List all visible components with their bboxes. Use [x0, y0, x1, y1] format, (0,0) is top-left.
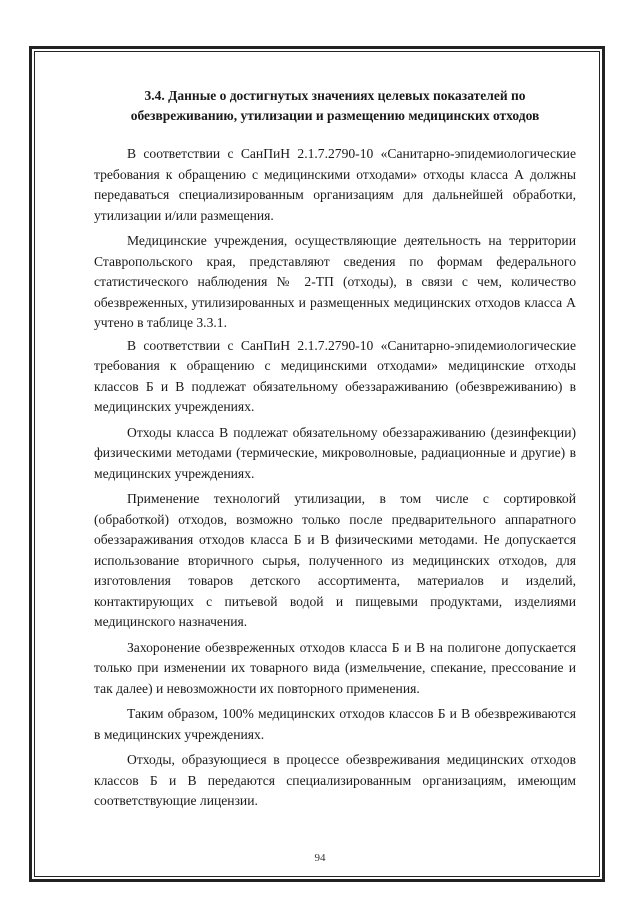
paragraph: Отходы класса В подлежат обязательному обеззараживанию (дезинфекции) физическими методами (термические, микроволновые, радиационные и другие) в медицинских учреждениях.	[94, 424, 576, 481]
paragraph: В соответствии с СанПиН 2.1.7.2790-10 «Санитарно-эпидемиологические требования к обращению с медицинскими отходами» отходы класса А должны передаваться специализированным организациям для дальнейшей обработки, утилизации и/или размещения.	[94, 146, 576, 223]
paragraph: Отходы, образующиеся в процессе обезвреживания медицинских отходов классов Б и В передаются специализированным организациям, имеющим соответствующие лицензии.	[94, 752, 576, 808]
page-number: 94	[314, 852, 326, 864]
paragraph: Захоронение обезвреженных отходов класса Б и В на полигоне допускается только при изменении их товарного вида (измельчение, спекание, прессование и так далее) и невозможности их повторного применения.	[94, 639, 576, 696]
paragraph: Медицинские учреждения, осуществляющие деятельность на территории Ставропольского края, представляют сведения по формам федерального статистического наблюдения № 2-ТП (отходы), в связи с чем, количество обезвреженных, утилизированных и размещенных медицинских отходов класса А учтено в таблице 3.3.1.	[94, 233, 576, 330]
paragraph: Применение технологий утилизации, в том числе с сортировкой (обработкой) отходов, возможно только после предварительного аппаратного обеззараживания отходов класса Б и В физическими методами. Не допускается использование вторичного сырья, полученного из медицинских отходов, для изготовления товаров детского ассортимента, материалов и изделий, контактирующих с питьевой водой и пищевыми продуктами, изделиями медицинского назначения.	[94, 491, 576, 629]
page-content	[94, 86, 576, 814]
paragraph: В соответствии с СанПиН 2.1.7.2790-10 «Санитарно-эпидемиологические требования к обращению с медицинскими отходами» медицинские отходы классов Б и В подлежат обязательному обеззараживанию (обезвреживанию) в медицинских учреждениях.	[94, 337, 576, 414]
section-heading: 3.4. Данные о достигнутых значениях целевых показателей по обезвреживанию, утилизации и размещению медицинских отходов	[130, 88, 540, 123]
paragraph: Таким образом, 100% медицинских отходов классов Б и В обезвреживаются в медицинских учреждениях.	[94, 706, 576, 742]
